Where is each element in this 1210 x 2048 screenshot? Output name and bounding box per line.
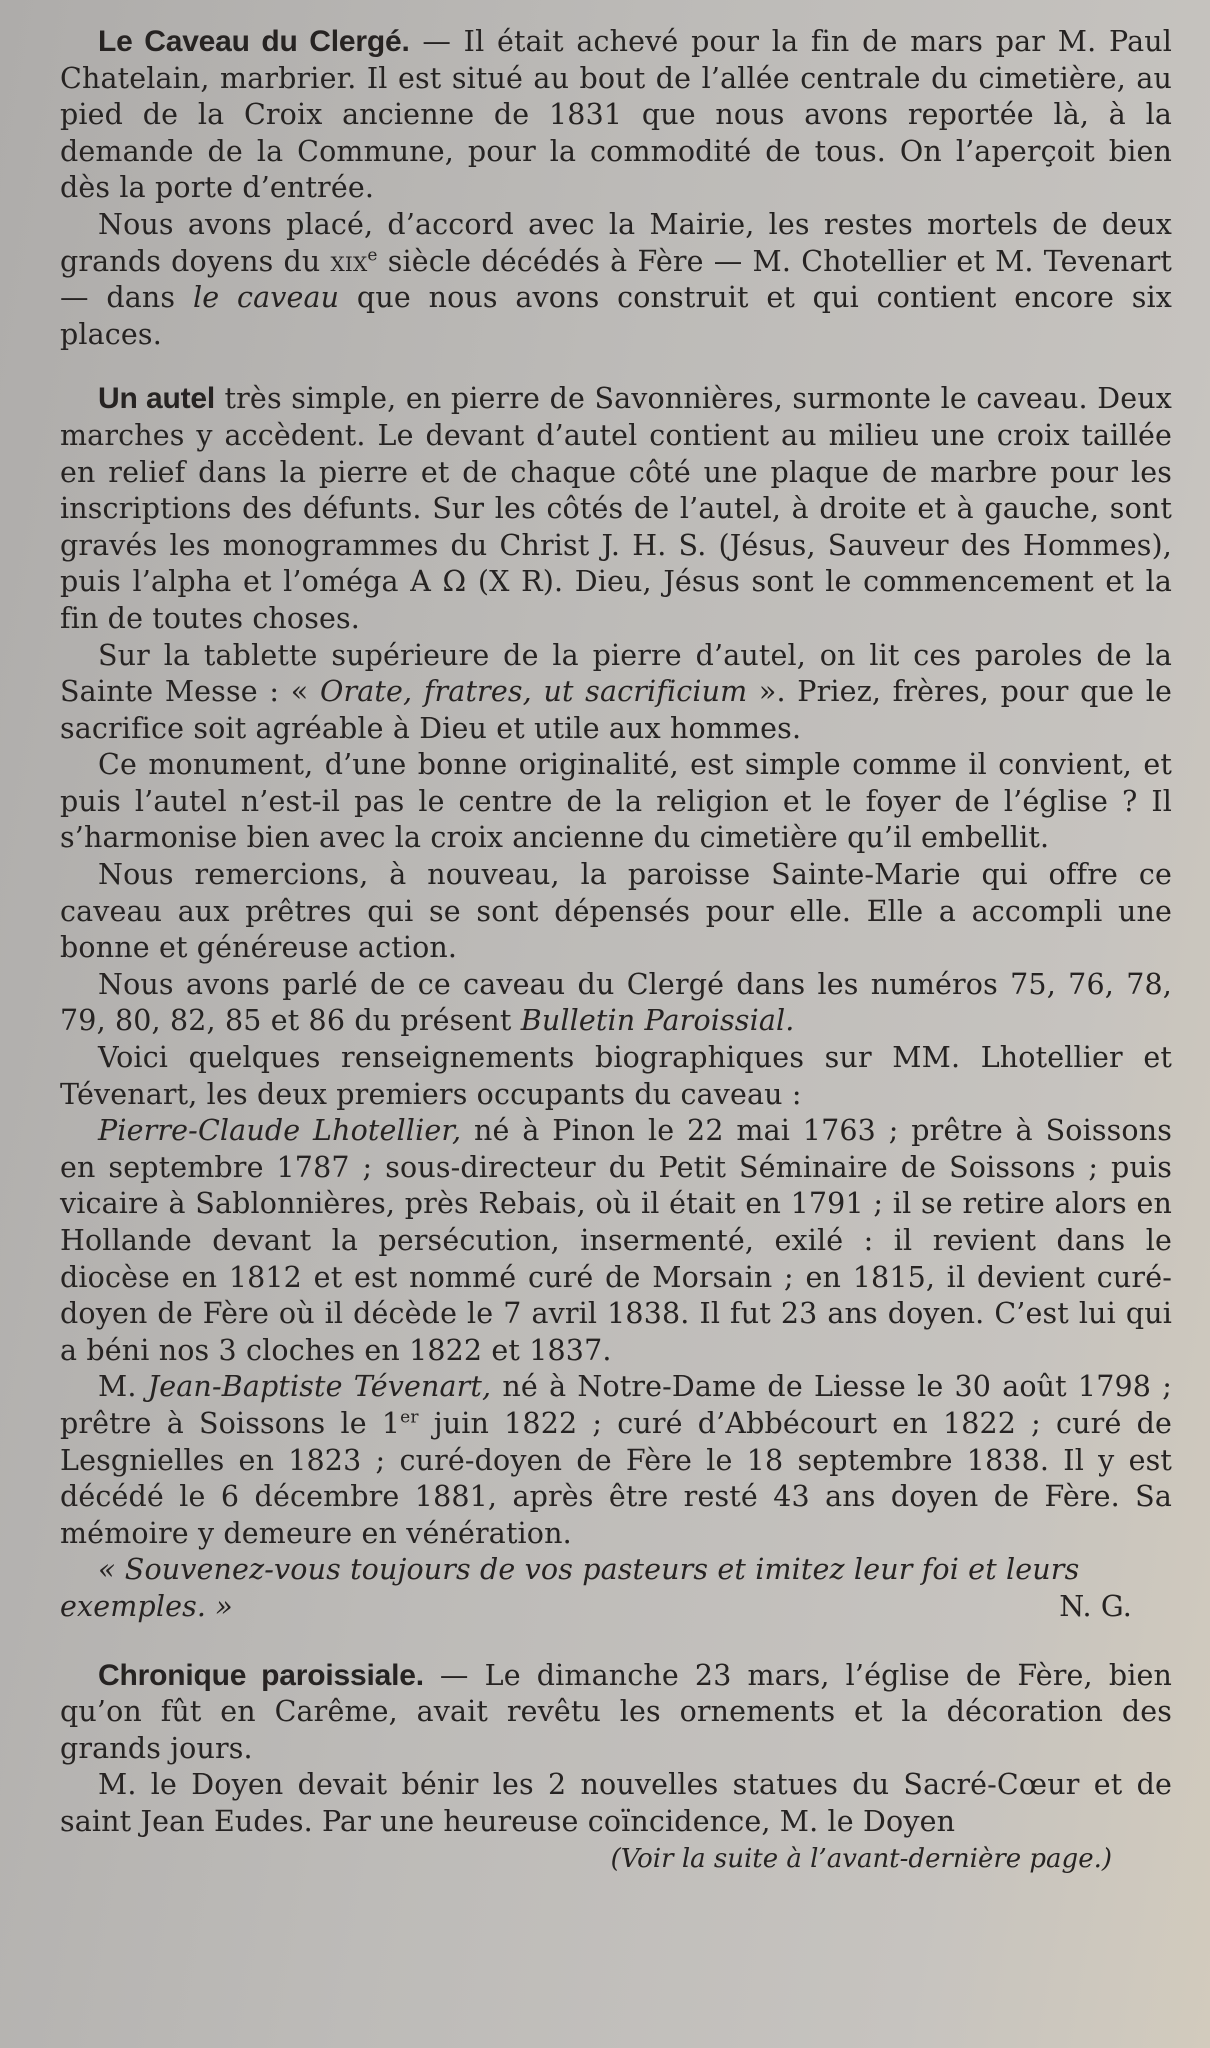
- caveau-paragraph-1: Le Caveau du Clergé. — Il était achevé pour la fin de mars par M. Paul Chatelain, marbrier. Il est situé au bout de l’allée centrale du cimetière, au pied de la Croix ancienne de 1831 que nous avons reportée là, à la demande de la Commune, pour la commodité de tous. On l’aperçoit bien dès la porte d’entrée.: [60, 25, 1172, 205]
- autel-paragraph-5: Nous avons parlé de ce caveau du Clergé dans les numéros 75, 76, 78, 79, 80, 82, 85 et 86 du présent Bulletin Paroissial.: [60, 967, 1172, 1038]
- autel-paragraph-6: Voici quelques renseignements biographiques sur MM. Lhotellier et Tévenart, les deux premiers occupants du caveau :: [60, 1041, 1172, 1111]
- caveau-heading: Le Caveau du Clergé.: [98, 25, 410, 58]
- autel-paragraph-1: Un autel très simple, en pierre de Savonnières, surmonte le caveau. Deux marches y accèdent. Le devant d’autel contient au milieu une croix taillée en relief dans la pierre et de chaque côté une plaque de marbre pour les inscriptions des défunts. Sur les côtés de l’autel, à droite et à gauche, sont gravés les monogrammes du Christ J. H. S. (Jésus, Sauveur des Hommes), puis l’alpha et l’oméga A Ω (X R). Dieu, Jésus sont le commencement et la fin de toutes choses.: [60, 382, 1172, 635]
- chronique-paragraph-1: Chronique paroissiale. — Le dimanche 23 mars, l’église de Fère, bien qu’on fût en Carême, avait revêtu les ornements et la décoration des grands jours.: [60, 1658, 1172, 1765]
- lhotellier-biography: Pierre-Claude Lhotellier, né à Pinon le 22 mai 1763 ; prêtre à Soissons en septembre 1787 ; sous-directeur du Petit Séminaire de Soissons ; puis vicaire à Sablonnières, près Rebais, où il était en 1791 ; il se retire alors en Hollande devant la persécution, insermenté, exilé : il revient dans le diocèse en 1812 et est nommé curé de Morsain ; en 1815, il devient curé-doyen de Fère où il décède le 7 avril 1838. Il fut 23 ans doyen. C’est lui qui a béni nos 3 cloches en 1822 et 1837.: [60, 1114, 1172, 1367]
- chronique-heading: Chronique paroissiale.: [98, 1658, 424, 1692]
- autel-paragraph-3: Ce monument, d’une bonne originalité, est simple comme il convient, et puis l’autel n’est-il pas le centre de la religion et le foyer de l’église ? Il s’harmonise bien avec la croix ancienne du cimetière qu’il embellit.: [60, 748, 1172, 855]
- tevenart-biography: M. Jean-Baptiste Tévenart, né à Notre-Dame de Liesse le 30 août 1798 ; prêtre à Soissons le 1er juin 1822 ; curé d’Abbécourt en 1822 ; curé de Lesgnielles en 1823 ; curé-doyen de Fère le 18 septembre 1838. Il y est décédé le 6 décembre 1881, après être resté 43 ans doyen de Fère. Sa mémoire y demeure en vénération.: [60, 1370, 1172, 1550]
- caveau-paragraph-2: Nous avons placé, d’accord avec la Mairie, les restes mortels de deux grands doyens du xix$^e$ siècle décédés à Fère — M. Chotellier et M. Tevenart — dans le caveau que nous avons construit et qui contient encore six places.: [60, 207, 1172, 351]
- continued-note: (Voir la suite à l’avant-dernière page.): [610, 1843, 1112, 1874]
- autel-heading: Un autel: [98, 382, 216, 416]
- chronique-paragraph-2: M. le Doyen devait bénir les 2 nouvelles statues du Sacré-Cœur et de saint Jean Eudes. Par une heureuse coïncidence, M. le Doyen: [60, 1768, 1172, 1838]
- autel-paragraph-4: Nous remercions, à nouveau, la paroisse Sainte-Marie qui offre ce caveau aux prêtres qui se sont dépensés pour elle. Elle a accompli une bonne et généreuse action.: [60, 858, 1172, 965]
- autel-paragraph-2: Sur la tablette supérieure de la pierre d’autel, on lit ces paroles de la Sainte Messe : « Orate, fratres, ut sacrificium ». Priez, frères, pour que le sacrifice soit agréable à Dieu et utile aux hommes.: [60, 638, 1172, 745]
- author-signature: N. G.: [1059, 1589, 1132, 1623]
- closing-quote: « Souvenez-vous toujours de vos pasteurs et imitez leur foi et leurs: [98, 1553, 1080, 1587]
- signature-line: exemples. » N. G.: [60, 1589, 1172, 1626]
